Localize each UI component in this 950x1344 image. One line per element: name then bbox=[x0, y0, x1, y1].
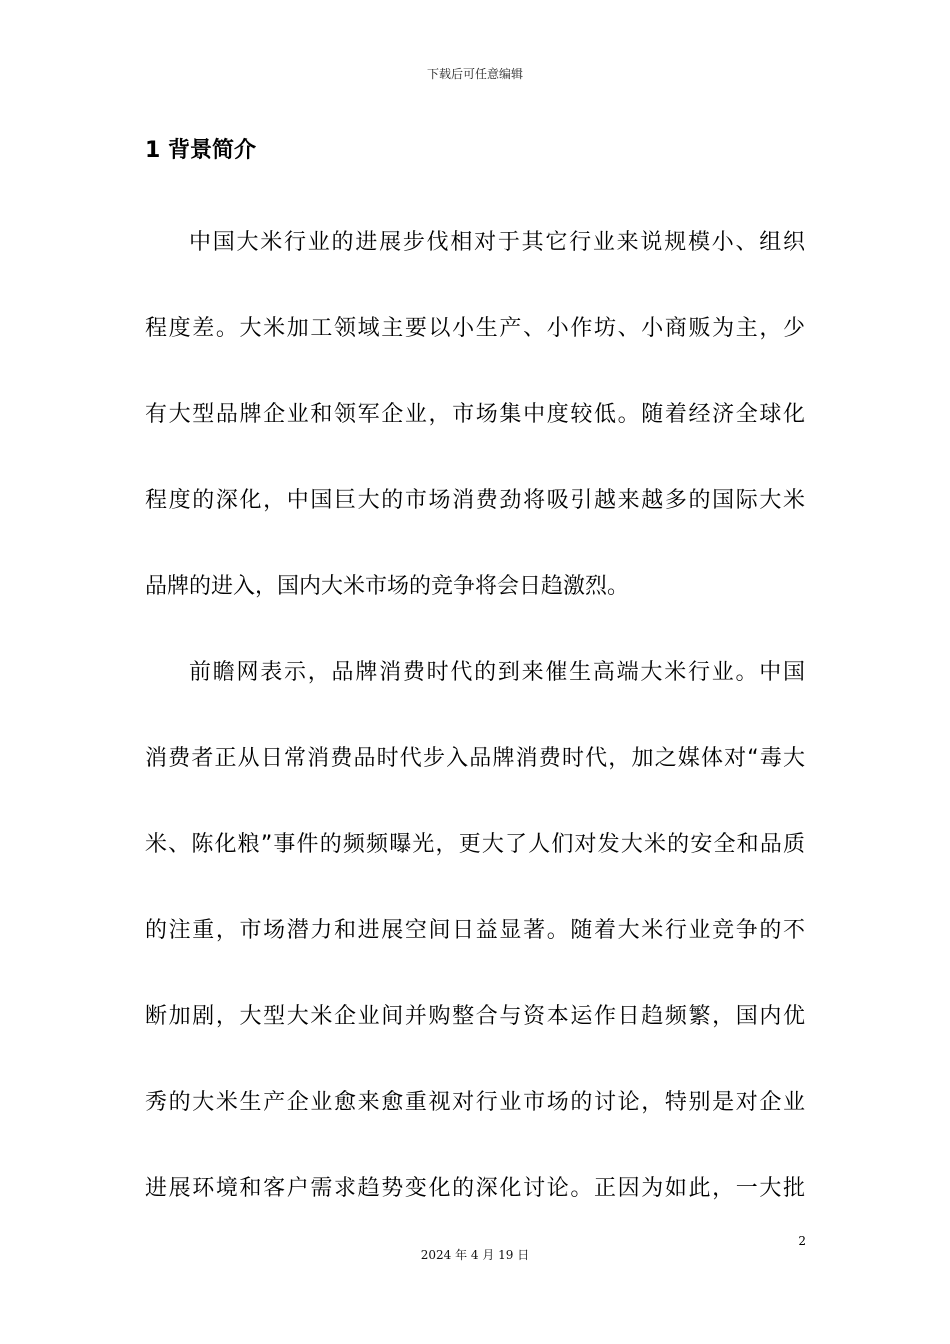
paragraph-line: 的注重，市场潜力和进展空间日益显著。随着大米行业竞争的不 bbox=[145, 918, 805, 943]
paragraph-line: 消费者正从日常消费品时代步入品牌消费时代，加之媒体对“毒大 bbox=[145, 746, 805, 771]
page-header: 下载后可任意编辑 bbox=[426, 67, 523, 81]
paragraph-line: 米、陈化粮”事件的频频曝光，更大了人们对发大米的安全和品质 bbox=[145, 832, 805, 857]
page-number: 2 bbox=[798, 1234, 806, 1248]
paragraph-line: 程度的深化，中国巨大的市场消费劲将吸引越来越多的国际大米 bbox=[145, 488, 805, 513]
paragraph-line: 断加剧，大型大米企业间并购整合与资本运作日趋频繁，国内优 bbox=[145, 1004, 805, 1029]
page-footer-date: 2024 年 4 月 19 日 bbox=[420, 1248, 530, 1262]
paragraph-line: 品牌的进入，国内大米市场的竞争将会日趋激烈。 bbox=[145, 574, 630, 599]
paragraph-line: 进展环境和客户需求趋势变化的深化讨论。正因为如此，一大批 bbox=[145, 1176, 805, 1201]
section-title: 1 背景简介 bbox=[145, 138, 256, 163]
body-text bbox=[145, 200, 805, 1232]
paragraph-line: 前瞻网表示，品牌消费时代的到来催生高端大米行业。中国 bbox=[189, 660, 805, 685]
paragraph-line: 程度差。大米加工领域主要以小生产、小作坊、小商贩为主，少 bbox=[145, 316, 805, 341]
paragraph-line: 中国大米行业的进展步伐相对于其它行业来说规模小、组织 bbox=[189, 230, 805, 255]
paragraph-line: 有大型品牌企业和领军企业，市场集中度较低。随着经济全球化 bbox=[145, 402, 805, 427]
paragraph-line: 秀的大米生产企业愈来愈重视对行业市场的讨论，特别是对企业 bbox=[145, 1090, 805, 1115]
